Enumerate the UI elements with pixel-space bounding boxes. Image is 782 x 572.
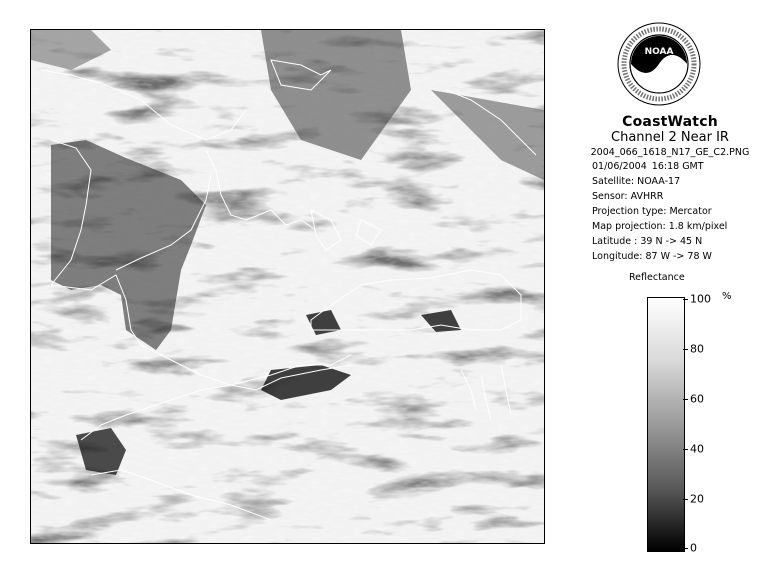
scale-label: 40 bbox=[690, 442, 704, 456]
brand-title: CoastWatch bbox=[622, 114, 718, 130]
satellite-image bbox=[30, 29, 545, 544]
date-time bbox=[592, 159, 775, 174]
meta-longitude: Longitude: 87 W -> 78 W bbox=[592, 251, 712, 262]
reflectance-scale-bar bbox=[647, 297, 685, 552]
scale-label: 0 bbox=[690, 541, 697, 555]
meta-satellite: Satellite: NOAA-17 bbox=[592, 176, 681, 187]
scale-ticks bbox=[683, 292, 743, 555]
satellite-image-svg bbox=[31, 30, 544, 543]
noaa-logo-icon bbox=[617, 22, 701, 106]
scale-label: 60 bbox=[690, 392, 704, 406]
meta-latitude: Latitude : 39 N -> 45 N bbox=[592, 236, 703, 247]
date-value: 01/06/2004 bbox=[592, 161, 647, 172]
scale-label: 80 bbox=[690, 342, 704, 356]
scale-tick bbox=[683, 548, 688, 549]
scale-tick bbox=[683, 449, 688, 450]
svg-text:NOAA: NOAA bbox=[644, 47, 674, 57]
scale-unit: % bbox=[722, 291, 732, 302]
scale-tick bbox=[683, 299, 688, 300]
scale-tick bbox=[683, 349, 688, 350]
channel-label: Channel 2 Near IR bbox=[611, 130, 729, 145]
file-name: 2004_066_1618_N17_GE_C2.PNG bbox=[590, 147, 750, 158]
metadata-list bbox=[592, 159, 775, 264]
scale-label: 100 bbox=[690, 292, 711, 306]
scale-tick bbox=[683, 399, 688, 400]
time-value: 16:18 GMT bbox=[651, 161, 704, 172]
info-panel bbox=[565, 112, 775, 264]
meta-map-projection: Map projection: 1.8 km/pixel bbox=[592, 221, 728, 232]
meta-projection-type: Projection type: Mercator bbox=[592, 206, 712, 217]
scale-title: Reflectance bbox=[629, 272, 685, 283]
meta-sensor: Sensor: AVHRR bbox=[592, 191, 664, 202]
scale-label: 20 bbox=[690, 492, 704, 506]
scale-tick bbox=[683, 499, 688, 500]
